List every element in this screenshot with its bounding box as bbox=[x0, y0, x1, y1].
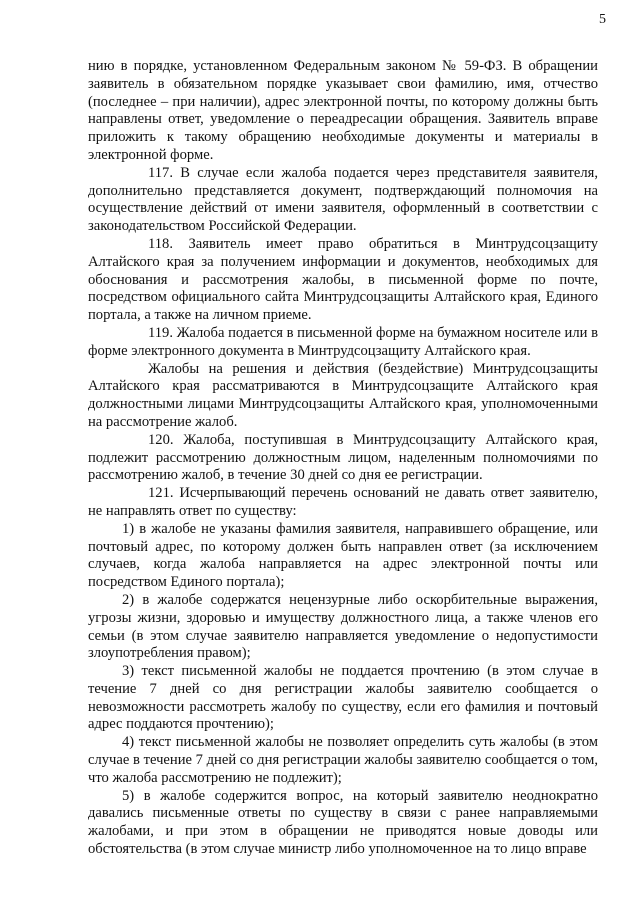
paragraph-121: 121. Исчерпывающий перечень оснований не давать ответ заявителю, не направлять ответ по существу: bbox=[88, 485, 598, 519]
paragraph-continuation: нию в порядке, установленном Федеральным законом № 59-ФЗ. В обращении заявитель в обязательном порядке указывает свои фамилию, имя, отчество (последнее – при наличии), адрес электронной почты, по которому должны быть направлены ответ, уведомление о переадресации обращения. Заявитель вправе приложить к такому обращению необходимые документы и материалы в электронной форме. bbox=[88, 58, 598, 163]
paragraph-120: 120. Жалоба, поступившая в Минтрудсоцзащиту Алтайского края, подлежит рассмотрению должностным лицом, наделенным полномочиями по рассмотрению жалоб, в течение 30 дней со дня ее регистрации. bbox=[88, 431, 598, 484]
list-item-2: 2) в жалобе содержатся нецензурные либо оскорбительные выражения, угрозы жизни, здоровью и имуществу должностного лица, а также членов его семьи (в этом случае заявителю направляется уведомление о недопустимости злоупотребления правом); bbox=[88, 591, 598, 662]
page-number: 5 bbox=[599, 12, 606, 27]
list-item-1: 1) в жалобе не указаны фамилия заявителя, направившего обращение, или почтовый адрес, по которому должен быть направлен ответ (за исключением случаев, когда жалоба направляется на адрес электронной почты или посредством Единого портала); bbox=[88, 520, 598, 591]
paragraph-119-complaints: Жалобы на решения и действия (бездействие) Минтрудсоцзащиты Алтайского края рассматриваются в Минтрудсоцзащите Алтайского края должностными лицами Минтрудсоцзащиты Алтайского края, уполномоченными на рассмотрение жалоб. bbox=[88, 360, 598, 430]
list-item-3: 3) текст письменной жалобы не поддается прочтению (в этом случае в течение 7 дней со дня регистрации жалобы заявителю сообщается о невозможности рассмотреть жалобу по существу, если его фамилия и почтовый адрес поддаются прочтению); bbox=[88, 663, 598, 733]
paragraph-118: 118. Заявитель имеет право обратиться в Минтрудсоцзащиту Алтайского края за получением информации и документов, необходимых для обоснования и рассмотрения жалобы, в письменной форме по почте, посредством официального сайта Минтрудсоцзащиты Алтайского края, Единого портала, а также на личном приеме. bbox=[88, 235, 598, 324]
paragraph-119: 119. Жалоба подается в письменной форме на бумажном носителе или в форме электронного документа в Минтрудсоцзащиту Алтайского края. bbox=[88, 324, 598, 359]
paragraph-117: 117. В случае если жалоба подается через представителя заявителя, дополнительно представляется документ, подтверждающий полномочия на осуществление действий от имени заявителя, оформленный в соответствии с законодательством Российской Федерации. bbox=[88, 164, 598, 235]
document-body bbox=[88, 58, 598, 859]
list-item-5: 5) в жалобе содержится вопрос, на который заявителю неоднократно давались письменные ответы по существу в связи с ранее направляемыми жалобами, и при этом в обращении не приводятся новые доводы или обстоятельства (в этом случае министр либо уполномоченное на то лицо вправе bbox=[88, 787, 598, 858]
list-item-4: 4) текст письменной жалобы не позволяет определить суть жалобы (в этом случае в течение 7 дней со дня регистрации жалобы заявителю сообщается о том, что жалоба рассмотрению не подлежит); bbox=[88, 734, 598, 786]
